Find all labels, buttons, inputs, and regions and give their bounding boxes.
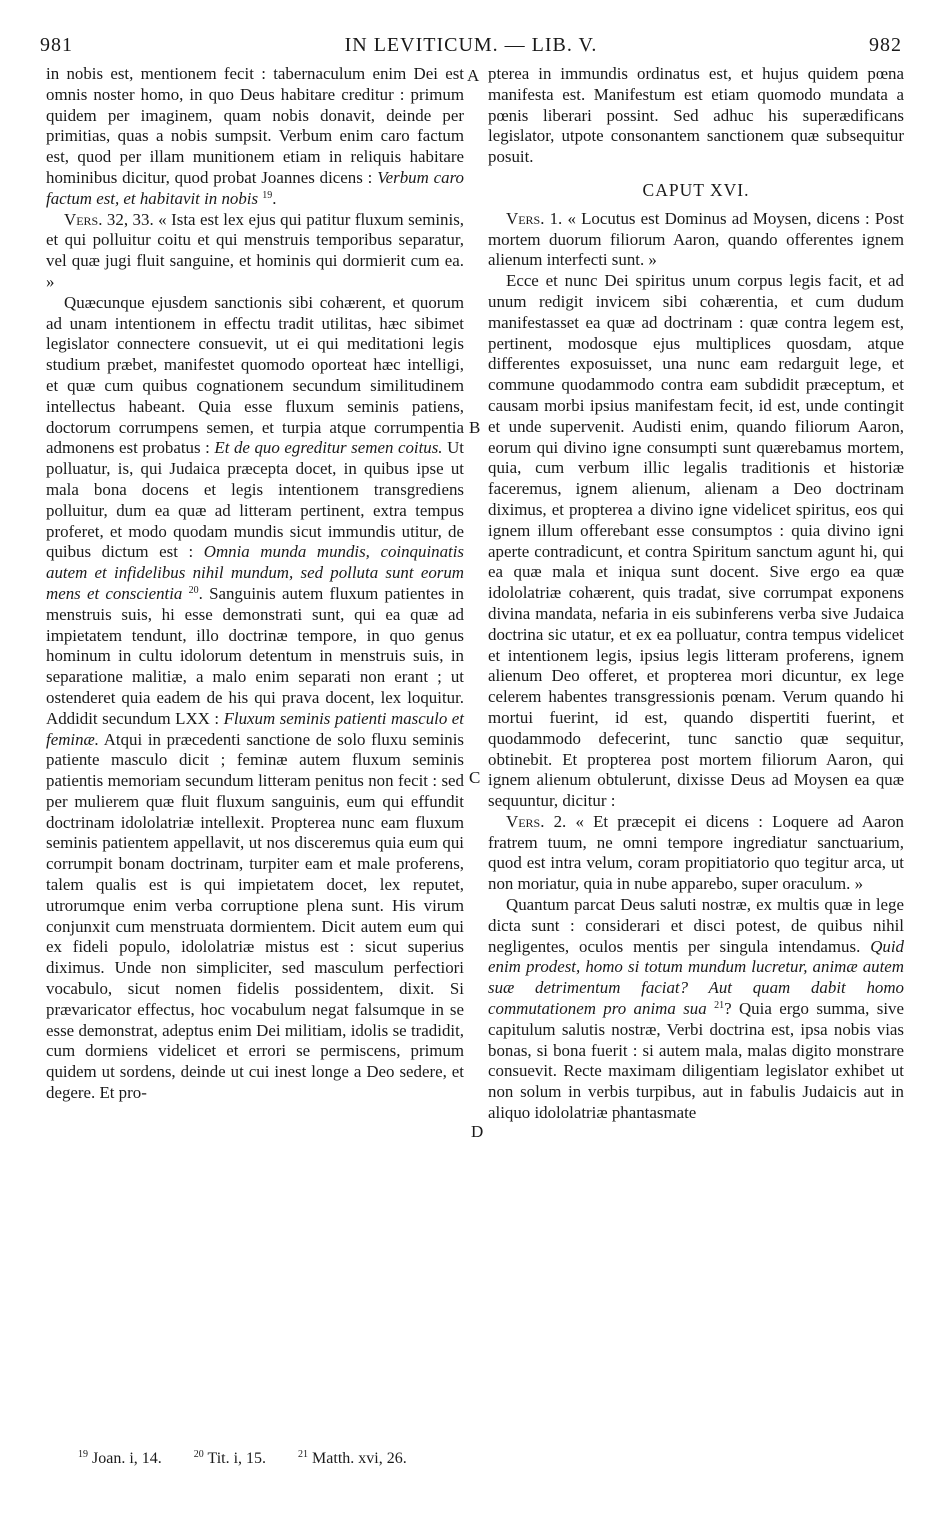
- page-number-left: 981: [40, 34, 73, 56]
- right-column: [488, 64, 904, 1124]
- left-column: [46, 64, 464, 1104]
- footnote: $^{21}$ Matth. xvi, 26.: [298, 1449, 407, 1467]
- paragraph: Quæcunque ejusdem sanctionis sibi cohærent, et quorum ad unam intentionem in effectu tradit utilitas, hæc sibimet legislator connectere consuevit, ut ei qui meditationi legis studium præbet, manifestet quomodo oporteat hæc intelligi, et quæ cum quibus cognationem secundum similitudinem intellectus habeant. Quia esse fluxum seminis patiens, doctorum corrumpens semen, et turpia atque corrumpentia admonens est probatus : Et de quo egreditur semen coitus. Ut polluatur, is, qui Judaica præcepta docet, in quibus ipse ut mala bona docens et legis intentionem transgrediens polluitur, dum ea quæ ad litteram pertinent, extra tempus proferet, et modo quodam mundis sicut immundis utitur, de quibus dictum est : Omnia munda mundis, coinquinatis autem et infidelibus nihil mundum, sed polluta sunt eorum mens et conscientia $^{20}$. Sanguinis autem fluxum patientes in menstruis suis, hi esse demonstrati sunt, qui ea quæ ad impietatem tendunt, illo doctrinæ tempore, in quo genus hominum in cultu idolorum detentum in menstruis suis, in separatione malitiæ, a malo enim separati non erant ; ut ostenderet quia eadem de his qui prava docent, lex loquitur. Addidit secundum LXX : Fluxum seminis patienti masculo et feminæ. Atqui in præcedenti sanctione de solo fluxu seminis patiente masculo dicit ; feminæ autem fluxum seminis patientis memoriam secundum litteram penitus non fecit : sed per mulierem quæ fluit fluxum sanguinis, eum qui effundit doctrinam idololatriæ intellexit. Propterea nunc eam fluxum seminis patientem appellavit, ut nos disceremus quia eum qui corrumpit bonam doctrinam, turpiter eam et male proferens, talem qualis est is qui impietatem docet, lex reputet, utrorumque enim verba corruptione plena sunt. His virum conjunxit cum menstruata dormientem. Dicit autem eum qui ex fideli populo, idololatriæ mistus est : sicut superius diximus. Unde non simpliciter, sed masculum perfectiori vocabulo, sicut nomen fidelis possidentem, dixit. Si prævaricator effectus, hoc vocabulum negat falsumque in se esse demonstrat, adeptus enim Dei militiam, idolis se tradidit, cum dormiens videlicet et errori se permiscens, primum quidem ut sordens, deinde ut cui inest longe a Deo sedere, et degere. Et pro-: [46, 292, 464, 1103]
- running-header: [40, 34, 902, 58]
- footnote-ref: 21: [714, 1000, 725, 1012]
- margin-marker-b: B: [469, 418, 481, 437]
- margin-marker-c: C: [469, 768, 481, 787]
- verse-label: Vers. 2.: [506, 811, 567, 831]
- footnote: $^{20}$ Tit. i, 15.: [193, 1449, 267, 1467]
- chapter-heading: CAPUT XVI.: [642, 179, 750, 200]
- footnotes: [78, 1450, 498, 1468]
- paragraph: in nobis est, mentionem fecit : tabernaculum enim Dei est omnis noster homo, in quo Deus habitare creditur : primum quidem per imaginem, quam nobis donavit, deinde per primitias, quas a nobis sumpsit. Verbum enim caro factum est, quod per illam munitionem etiam in reliquis habitare hominibus dicitur, quod probat Joannes dicens : Verbum caro factum est, et habitavit in nobis $^{19}$.: [46, 64, 464, 208]
- footnote: $^{19}$ Joan. i, 14.: [78, 1449, 162, 1467]
- verse-paragraph: Vers. 32, 33. « Ista est lex ejus qui patitur fluxum seminis, et qui polluitur coitu et qui menstruis temporibus separatur, vel quæ jugi fluit sanguine, et hominis qui dormierit cum ea. »: [46, 209, 464, 291]
- paragraph: Ecce et nunc Dei spiritus unum corpus legis facit, et ad unum redigit invicem sibi cohærentia, et cum dudum manifestasset ea quæ ad doctrinam : quæ contra legem est, pertinent, modosque ejus multiplices quosdam, atque differentes exposuisset, una nunc eam redarguit lege, et commune quodammodo contra eam subdidit præceptum, et causam morbi ipsius manifestam fecit, id est, unde contingit et unde supervenit. Audisti enim, quando filiorum Aaron, eorum qui divino igne consumpti sunt quærebamus mortem, quia, cum verbum illic legalis traditionis et historiæ faceremus, ignem alienum, alienam a Deo doctrinam diximus, et propterea a divino igne videlicet spiritus, eos qui ignem illum offerebant esse consumptos : quia divino igni aperte contradicunt, et contra Spiritum sanctum agunt hi, qui ea quæ mala et iniqua sunt docent. Sive ergo ea quæ idololatriæ cohærent, quis tradat, sive corrumpat exponens divina mandata, nefaria in eis subinferens verba sive Judaica doctrina sic utatur, et ex ea polluatur, contra tempus videlicet et intentionem legis, ipsius legis litteram proferens, ignem alienum Deo offeret, et propterea mori dicuntur, ex lege celerem habentes transgressionis pœnam. Verum quando hi mortui fuerint, id est, quando dispertiti fuerint, et quodammodo defecerint, tunc sanctio quæ sequitur, obtinebit. Et propterea post mortem filiorum Aaron, qui ignem alienum obtulerunt, dixisse Deus ad Moysen ea quæ sequuntur, dicitur :: [488, 271, 904, 811]
- footnote-ref: 19: [262, 189, 273, 201]
- verse-paragraph: Vers. 2. « Et præcepit ei dicens : Loquere ad Aaron fratrem tuum, ne omni tempore ingrediatur sanctuarium, quod est intra velum, coram propitiatorio quo tegitur arca, ut non moriatur, quia in nube apparebo, super oraculum. »: [488, 811, 904, 894]
- paragraph: Quantum parcat Deus saluti nostræ, ex multis quæ in lege dicta sunt : considerari et disci potest, de quibus nihil negligentes, oculos mentis per singula intendamus. Quid enim prodest, homo si totum mundum lucretur, animæ autem suæ detrimentum faciat? Aut quam dabit homo commutationem pro anima sua $^{21}$? Quia ergo summa, sive capitulum salutis nostræ, Verbi doctrina est, ipsa nobis vias bonas, si bona fuerit : si autem mala, malas digito monstrare consuevit. Recte maximam diligentiam legislator exhibet ut non solum in verbis turpibus, aut in fabulis Judaicis aut in aliquo idololatriæ phantasmate: [488, 895, 904, 1123]
- running-title: IN LEVITICUM. — LIB. V.: [344, 34, 598, 56]
- page-number-right: 982: [869, 34, 902, 56]
- margin-marker-a: A: [467, 66, 480, 85]
- margin-marker-d: D: [471, 1122, 484, 1141]
- verse-paragraph: Vers. 1. « Locutus est Dominus ad Moysen, dicens : Post mortem duorum filiorum Aaron, quando offerentes ignem alienum interfecti sunt. »: [488, 208, 904, 270]
- verse-label: Vers. 1.: [506, 208, 563, 228]
- paragraph: pterea in immundis ordinatus est, et hujus quidem pœna manifesta est. Manifestum est etiam quomodo mundata a pœnis liberari possint. Sed adhuc his superædificans legislator, utpote consonantem sanctionem quæ subsequitur posuit.: [488, 64, 904, 167]
- footnote-ref: 20: [188, 584, 199, 596]
- verse-label: Vers. 32, 33.: [64, 209, 154, 229]
